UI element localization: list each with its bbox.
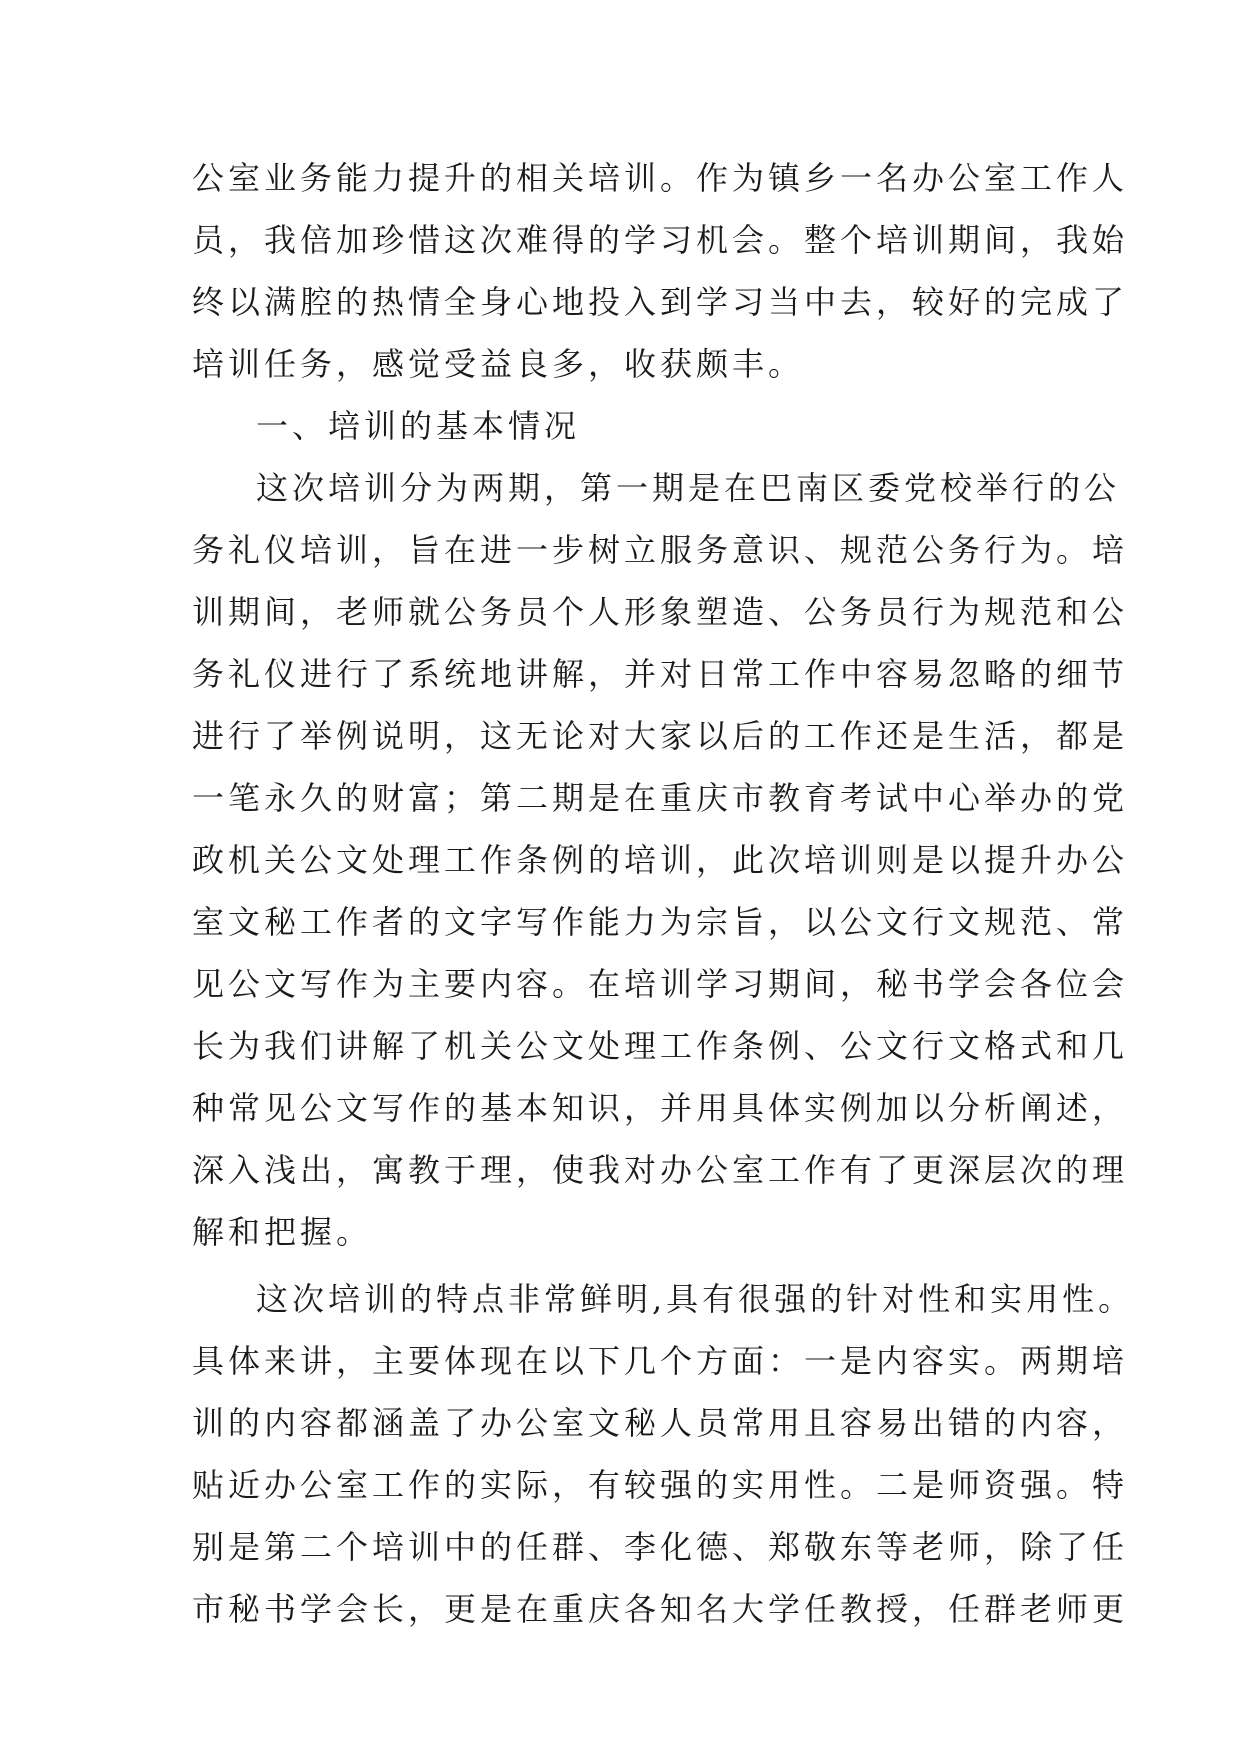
text-line: 这次培训的特点非常鲜明,具有很强的针对性和实用性。 — [256, 1280, 1135, 1318]
text-line: 训的内容都涵盖了办公室文秘人员常用且容易出错的内容， — [192, 1404, 1129, 1442]
text-line: 解和把握。 — [192, 1213, 373, 1251]
text-line: 具体来讲，主要体现在以下几个方面：一是内容实。两期培 — [192, 1342, 1129, 1380]
text-line: 务礼仪进行了系统地讲解，并对日常工作中容易忽略的细节 — [192, 655, 1129, 693]
text-line: 政机关公文处理工作条例的培训，此次培训则是以提升办公 — [192, 841, 1129, 879]
text-line: 室文秘工作者的文字写作能力为宗旨，以公文行文规范、常 — [192, 903, 1129, 941]
text-line: 终以满腔的热情全身心地投入到学习当中去，较好的完成了 — [192, 283, 1129, 321]
text-line: 进行了举例说明，这无论对大家以后的工作还是生活，都是 — [192, 717, 1129, 755]
text-line: 这次培训分为两期，第一期是在巴南区委党校举行的公 — [256, 469, 1121, 507]
text-line: 种常见公文写作的基本知识，并用具体实例加以分析阐述， — [192, 1089, 1129, 1127]
text-line: 一笔永久的财富；第二期是在重庆市教育考试中心举办的党 — [192, 779, 1129, 817]
text-line: 别是第二个培训中的任群、李化德、郑敬东等老师，除了任 — [192, 1528, 1129, 1566]
text-line: 深入浅出，寓教于理，使我对办公室工作有了更深层次的理 — [192, 1151, 1129, 1189]
section-heading: 一、培训的基本情况 — [256, 407, 581, 445]
text-line: 训期间，老师就公务员个人形象塑造、公务员行为规范和公 — [192, 593, 1129, 631]
text-line: 员，我倍加珍惜这次难得的学习机会。整个培训期间，我始 — [192, 221, 1129, 259]
text-line: 见公文写作为主要内容。在培训学习期间，秘书学会各位会 — [192, 965, 1129, 1003]
text-line: 贴近办公室工作的实际，有较强的实用性。二是师资强。特 — [192, 1466, 1129, 1504]
text-line: 公室业务能力提升的相关培训。作为镇乡一名办公室工作人 — [192, 159, 1129, 197]
text-line: 务礼仪培训，旨在进一步树立服务意识、规范公务行为。培 — [192, 531, 1129, 569]
text-line: 长为我们讲解了机关公文处理工作条例、公文行文格式和几 — [192, 1027, 1129, 1065]
text-line: 培训任务，感觉受益良多，收获颇丰。 — [192, 345, 805, 383]
text-line: 市秘书学会长，更是在重庆各知名大学任教授，任群老师更 — [192, 1590, 1129, 1628]
